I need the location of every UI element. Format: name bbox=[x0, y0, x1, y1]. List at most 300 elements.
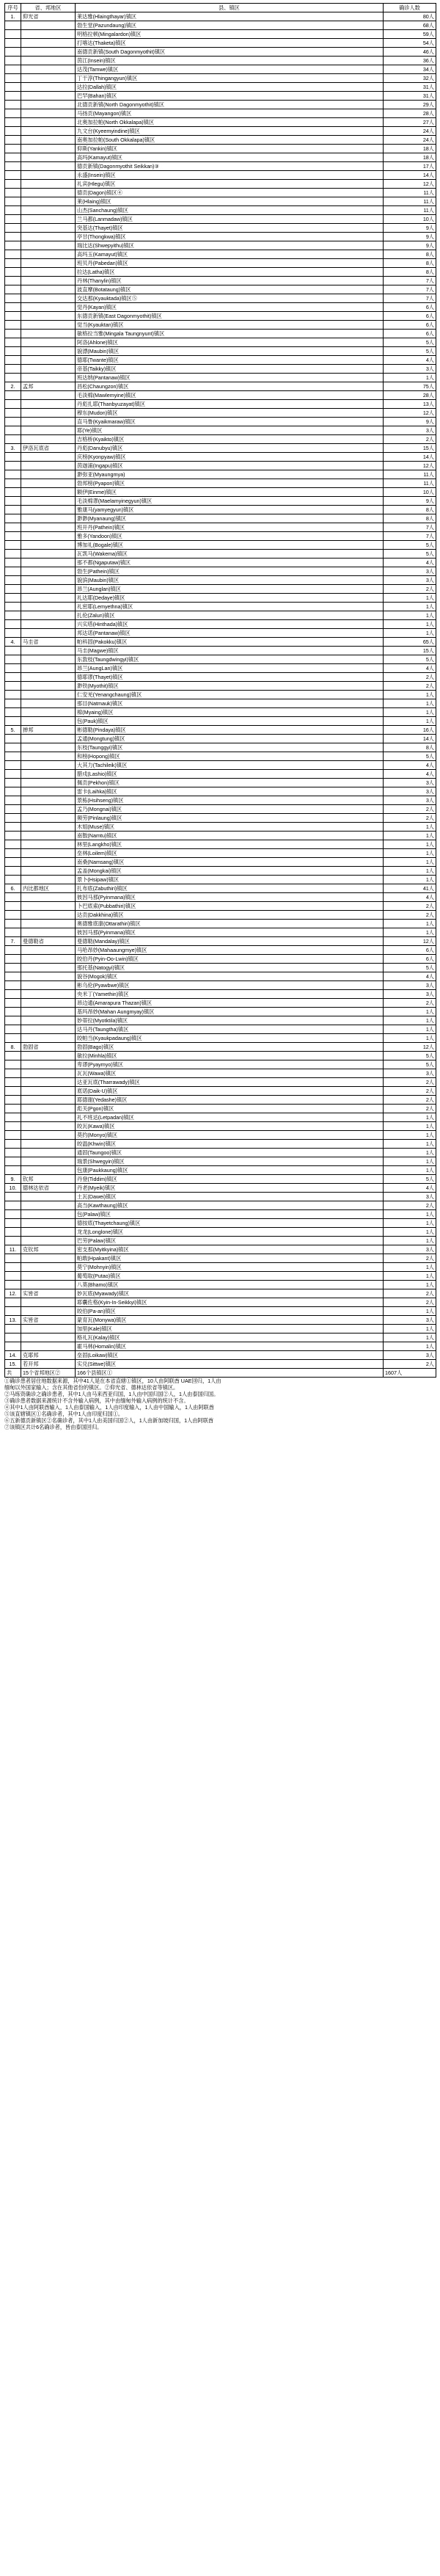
table-row bbox=[5, 981, 436, 990]
cell-township: 昂兰(AungLan)镇区 bbox=[76, 664, 384, 673]
cell-township: 皎伯(Pa-an)镇区 bbox=[76, 1307, 384, 1316]
cell-index: 12. bbox=[5, 1289, 21, 1298]
cell-count: 2人 bbox=[384, 1298, 436, 1307]
cell-state bbox=[21, 893, 76, 902]
cell-state bbox=[21, 972, 76, 981]
cell-state: 马圭省 bbox=[21, 638, 76, 647]
cell-index bbox=[5, 1307, 21, 1316]
cell-count: 3人 bbox=[384, 567, 436, 576]
cell-index bbox=[5, 594, 21, 603]
cell-township: 棉(Myaing)镇区 bbox=[76, 708, 384, 717]
table-row bbox=[5, 400, 436, 409]
cell-state bbox=[21, 849, 76, 858]
cell-state bbox=[21, 330, 76, 338]
cell-index bbox=[5, 347, 21, 356]
table-row bbox=[5, 814, 436, 823]
cell-state bbox=[21, 735, 76, 743]
cell-state bbox=[21, 876, 76, 884]
cell-count: 1人 bbox=[384, 1210, 436, 1219]
table-row bbox=[5, 1237, 436, 1245]
cell-count: 2人 bbox=[384, 805, 436, 814]
cell-count: 27人 bbox=[384, 118, 436, 127]
cell-state bbox=[21, 233, 76, 241]
table-row bbox=[5, 74, 436, 83]
table-row bbox=[5, 559, 436, 567]
cell-index bbox=[5, 470, 21, 479]
cell-index bbox=[5, 285, 21, 294]
cell-township: 东枝(Taunggyi)镇区 bbox=[76, 743, 384, 752]
cell-index bbox=[5, 435, 21, 444]
cell-township: 格礼瓦(Kalay)镇区 bbox=[76, 1334, 384, 1342]
cell-state bbox=[21, 594, 76, 603]
cell-township: 敏拉(Minhla)镇区 bbox=[76, 1052, 384, 1060]
cell-state bbox=[21, 787, 76, 796]
cell-township: 礼不班达(Letpadan)镇区 bbox=[76, 1113, 384, 1122]
cell-state bbox=[21, 682, 76, 691]
table-body bbox=[5, 4, 436, 1378]
cell-index bbox=[5, 30, 21, 39]
table-row bbox=[5, 902, 436, 911]
cell-township: 德耶谬(Thayet)镇区 bbox=[76, 673, 384, 682]
cell-township: 东德贡新镇(East Dagonmyothit)镇区 bbox=[76, 312, 384, 321]
cell-township: 马哈昂妙(Mahaaungmye)镇区 bbox=[76, 946, 384, 955]
cell-state bbox=[21, 277, 76, 285]
cell-state bbox=[21, 321, 76, 330]
table-row bbox=[5, 197, 436, 206]
cell-index bbox=[5, 1096, 21, 1105]
cell-index bbox=[5, 814, 21, 823]
table-row bbox=[5, 1052, 436, 1060]
cell-township: 达拉(Dallah)镇区 bbox=[76, 83, 384, 92]
cell-state bbox=[21, 197, 76, 206]
table-row bbox=[5, 347, 436, 356]
cell-state bbox=[21, 1219, 76, 1228]
cell-township: 皎伯丹(Pyin-Oo-Lwin)镇区 bbox=[76, 955, 384, 964]
cell-state bbox=[21, 796, 76, 805]
cell-index bbox=[5, 999, 21, 1008]
cell-count: 5人 bbox=[384, 655, 436, 664]
table-row bbox=[5, 250, 436, 259]
cell-count: 24人 bbox=[384, 136, 436, 145]
cell-township: 勃邦榜(Pyapon)镇区 bbox=[76, 479, 384, 488]
cell-township: 耶德谢(Yedashe)镇区 bbox=[76, 1096, 384, 1105]
cell-state bbox=[21, 1201, 76, 1210]
cell-index bbox=[5, 1210, 21, 1219]
table-row bbox=[5, 488, 436, 497]
cell-state: 伊洛瓦底省 bbox=[21, 444, 76, 453]
cell-township: 亭甘(Thongkwa)镇区 bbox=[76, 233, 384, 241]
cell-count: 41人 bbox=[384, 884, 436, 893]
cell-state bbox=[21, 805, 76, 814]
cell-state bbox=[21, 1008, 76, 1016]
cell-index bbox=[5, 849, 21, 858]
cell-township: 垒林(Loilem)镇区 bbox=[76, 849, 384, 858]
cell-township: 马扬贡(Mayangon)镇区 bbox=[76, 109, 384, 118]
table-row bbox=[5, 409, 436, 418]
cell-index bbox=[5, 779, 21, 787]
cell-state bbox=[21, 1254, 76, 1263]
cell-count: 7人 bbox=[384, 277, 436, 285]
cell-index bbox=[5, 735, 21, 743]
cell-index bbox=[5, 567, 21, 576]
cell-state bbox=[21, 312, 76, 321]
cell-index bbox=[5, 1272, 21, 1281]
cell-state bbox=[21, 1078, 76, 1087]
cell-township: 那目(Natmauk)镇区 bbox=[76, 699, 384, 708]
table-row bbox=[5, 1149, 436, 1157]
cell-state bbox=[21, 189, 76, 197]
table-row bbox=[5, 145, 436, 153]
cell-index bbox=[5, 250, 21, 259]
cell-township: 渺铁(Myothit)镇区 bbox=[76, 682, 384, 691]
cell-state bbox=[21, 303, 76, 312]
cell-count: 5人 bbox=[384, 541, 436, 550]
cell-index bbox=[5, 118, 21, 127]
cell-township: 觉丹(Kayan)镇区 bbox=[76, 303, 384, 312]
table-row bbox=[5, 462, 436, 470]
cell-index bbox=[5, 787, 21, 796]
cell-total-township: 166个县镇区① bbox=[76, 1369, 384, 1378]
cell-index bbox=[5, 418, 21, 426]
cell-index bbox=[5, 840, 21, 849]
table-row bbox=[5, 268, 436, 277]
cell-state bbox=[21, 356, 76, 365]
cell-index bbox=[5, 1281, 21, 1289]
cell-count: 8人 bbox=[384, 506, 436, 514]
cell-count: 1人 bbox=[384, 1219, 436, 1228]
cell-township: 礼宾(Hlegu)镇区 bbox=[76, 180, 384, 189]
cell-count: 11人 bbox=[384, 206, 436, 215]
cell-township: 彬德勒(Pindaya)镇区 bbox=[76, 726, 384, 735]
cell-count: 1人 bbox=[384, 1016, 436, 1025]
cell-count: 12人 bbox=[384, 462, 436, 470]
cell-count: 2人 bbox=[384, 435, 436, 444]
cell-township: 耶(Ye)镇区 bbox=[76, 426, 384, 435]
table-row bbox=[5, 858, 436, 867]
cell-count: 80人 bbox=[384, 12, 436, 21]
table-row bbox=[5, 136, 436, 145]
cell-township: 南奥加拉帕(South Okkalapa)镇区 bbox=[76, 136, 384, 145]
cell-township: 达亚瓦底(Tharrawady)镇区 bbox=[76, 1078, 384, 1087]
table-row bbox=[5, 770, 436, 779]
cell-count: 36人 bbox=[384, 57, 436, 65]
cell-state bbox=[21, 664, 76, 673]
cell-state bbox=[21, 867, 76, 876]
cell-state bbox=[21, 109, 76, 118]
cell-state bbox=[21, 1272, 76, 1281]
cell-count: 29人 bbox=[384, 101, 436, 109]
cell-township: 永盛(Insein)镇区 bbox=[76, 171, 384, 180]
cell-index: 15. bbox=[5, 1360, 21, 1369]
table-row bbox=[5, 294, 436, 303]
cell-index bbox=[5, 400, 21, 409]
cell-index bbox=[5, 1131, 21, 1140]
table-row bbox=[5, 57, 436, 65]
cell-count: 3人 bbox=[384, 1069, 436, 1078]
cell-index bbox=[5, 259, 21, 268]
cell-count: 10人 bbox=[384, 215, 436, 224]
cell-township: 曼德勒(Mandalay)镇区 bbox=[76, 937, 384, 946]
cell-index bbox=[5, 1334, 21, 1342]
cell-count: 2人 bbox=[384, 585, 436, 594]
covid-case-table bbox=[4, 3, 436, 1378]
cell-state bbox=[21, 779, 76, 787]
table-row bbox=[5, 823, 436, 832]
table-row bbox=[5, 21, 436, 30]
cell-index bbox=[5, 585, 21, 594]
cell-state: 克耶邦 bbox=[21, 1351, 76, 1360]
cell-count: 3人 bbox=[384, 576, 436, 585]
cell-index bbox=[5, 374, 21, 382]
cell-township: 木姐(Muse)镇区 bbox=[76, 823, 384, 832]
cell-state bbox=[21, 840, 76, 849]
cell-count: 4人 bbox=[384, 972, 436, 981]
cell-state bbox=[21, 409, 76, 418]
cell-count: 4人 bbox=[384, 664, 436, 673]
cell-township: 勃生堂(Pazundaung)镇区 bbox=[76, 21, 384, 30]
cell-index bbox=[5, 21, 21, 30]
cell-state bbox=[21, 1016, 76, 1025]
cell-index bbox=[5, 1008, 21, 1016]
cell-township: 南桑(Namsang)镇区 bbox=[76, 858, 384, 867]
cell-township: 班贝丹(Pabedan)镇区 bbox=[76, 259, 384, 268]
cell-count: 1人 bbox=[384, 1131, 436, 1140]
cell-township: 丁干淳(Thingangyun)镇区 bbox=[76, 74, 384, 83]
cell-township: 瓦瓦(Wawa)镇区 bbox=[76, 1069, 384, 1078]
table-row bbox=[5, 215, 436, 224]
table-row bbox=[5, 550, 436, 559]
cell-township: 达茂(Tamwe)镇区 bbox=[76, 65, 384, 74]
table-row bbox=[5, 1281, 436, 1289]
cell-count: 1人 bbox=[384, 823, 436, 832]
cell-count: 13人 bbox=[384, 400, 436, 409]
cell-township: 葡萄取(Putao)镇区 bbox=[76, 1272, 384, 1281]
cell-count: 3人 bbox=[384, 1193, 436, 1201]
table-row bbox=[5, 849, 436, 858]
table-row bbox=[5, 1193, 436, 1201]
table-row bbox=[5, 1263, 436, 1272]
cell-count: 1人 bbox=[384, 1149, 436, 1157]
table-row bbox=[5, 946, 436, 955]
cell-township: 班开丹(Pathein)镇区 bbox=[76, 523, 384, 532]
cell-index bbox=[5, 189, 21, 197]
footnote-line: ③确诊患者数据来源统计不含外输入病例，其中由缅甸外输入病例的统计不含。 bbox=[4, 1397, 189, 1404]
table-row bbox=[5, 541, 436, 550]
cell-state bbox=[21, 30, 76, 39]
table-row bbox=[5, 514, 436, 523]
table-row bbox=[5, 1175, 436, 1184]
cell-index bbox=[5, 655, 21, 664]
cell-state bbox=[21, 259, 76, 268]
cell-index bbox=[5, 1193, 21, 1201]
cell-count: 7人 bbox=[384, 532, 436, 541]
cell-index bbox=[5, 83, 21, 92]
cell-count: 3人 bbox=[384, 796, 436, 805]
cell-state bbox=[21, 391, 76, 400]
cell-township: 吉格桥(Kyaikto)镇区 bbox=[76, 435, 384, 444]
cell-state bbox=[21, 832, 76, 840]
cell-count: 3人 bbox=[384, 990, 436, 999]
cell-township: 礼密耶(Lemyethna)镇区 bbox=[76, 603, 384, 611]
cell-count: 8人 bbox=[384, 743, 436, 752]
cell-count: 1人 bbox=[384, 849, 436, 858]
cell-state bbox=[21, 1149, 76, 1157]
cell-state bbox=[21, 611, 76, 620]
cell-count: 18人 bbox=[384, 153, 436, 162]
cell-township: 实兑(Sittwe)镇区 bbox=[76, 1360, 384, 1369]
table-row bbox=[5, 101, 436, 109]
cell-count: 5人 bbox=[384, 752, 436, 761]
cell-index bbox=[5, 532, 21, 541]
cell-index bbox=[5, 673, 21, 682]
cell-count: 1人 bbox=[384, 1272, 436, 1281]
cell-state bbox=[21, 506, 76, 514]
table-row bbox=[5, 1298, 436, 1307]
table-row bbox=[5, 638, 436, 647]
cell-count: 59人 bbox=[384, 30, 436, 39]
cell-index bbox=[5, 488, 21, 497]
cell-township: 大其力(Tachileik)镇区 bbox=[76, 761, 384, 770]
cell-count: 1人 bbox=[384, 1008, 436, 1016]
cell-township: 庆榜(Kyonpyaw)镇区 bbox=[76, 453, 384, 462]
table-row bbox=[5, 1034, 436, 1043]
cell-index bbox=[5, 893, 21, 902]
cell-state bbox=[21, 1131, 76, 1140]
cell-index bbox=[5, 620, 21, 629]
cell-index bbox=[5, 1166, 21, 1175]
cell-township: 邦达诺(Pantanaw)镇区 bbox=[76, 629, 384, 638]
cell-state bbox=[21, 1281, 76, 1289]
cell-township: 妙蒂拉(Myotktila)镇区 bbox=[76, 1016, 384, 1025]
cell-township: 交达那(Kyauktada)镇区⑤ bbox=[76, 294, 384, 303]
cell-index bbox=[5, 1228, 21, 1237]
cell-township: 卑谬(Pyaymyo)镇区 bbox=[76, 1060, 384, 1069]
cell-index bbox=[5, 946, 21, 955]
cell-township: 妙瓦底(Myawady)镇区 bbox=[76, 1289, 384, 1298]
table-total-row bbox=[5, 1369, 436, 1378]
cell-township: 勃生(Pathein)镇区 bbox=[76, 567, 384, 576]
cell-index bbox=[5, 761, 21, 770]
cell-township: 包(Palaw)镇区 bbox=[76, 1210, 384, 1219]
cell-township: 莫约(Monyo)镇区 bbox=[76, 1131, 384, 1140]
cell-index bbox=[5, 127, 21, 136]
table-row bbox=[5, 647, 436, 655]
cell-state bbox=[21, 567, 76, 576]
cell-count: 5人 bbox=[384, 964, 436, 972]
table-row bbox=[5, 594, 436, 603]
cell-count: 11人 bbox=[384, 197, 436, 206]
cell-township: 山杰(Sanchaung)镇区 bbox=[76, 206, 384, 215]
cell-state bbox=[21, 1034, 76, 1043]
cell-state bbox=[21, 770, 76, 779]
cell-township: 帕科固(Pakokku)镇区 bbox=[76, 638, 384, 647]
cell-index bbox=[5, 215, 21, 224]
cell-index: 4. bbox=[5, 638, 21, 647]
cell-state bbox=[21, 48, 76, 57]
cell-count: 46人 bbox=[384, 48, 436, 57]
cell-state bbox=[21, 1342, 76, 1351]
cell-index bbox=[5, 224, 21, 233]
cell-count: 14人 bbox=[384, 171, 436, 180]
cell-township: 昂边通(Amarapura Thazan)镇区 bbox=[76, 999, 384, 1008]
cell-count: 24人 bbox=[384, 127, 436, 136]
table-row bbox=[5, 893, 436, 902]
table-row bbox=[5, 787, 436, 796]
cell-index bbox=[5, 691, 21, 699]
cell-count: 4人 bbox=[384, 761, 436, 770]
cell-count: 1人 bbox=[384, 1263, 436, 1272]
cell-count: 1人 bbox=[384, 1157, 436, 1166]
cell-count: 2人 bbox=[384, 1105, 436, 1113]
table-row bbox=[5, 224, 436, 233]
cell-index bbox=[5, 1140, 21, 1149]
cell-count: 9人 bbox=[384, 224, 436, 233]
cell-count: 75人 bbox=[384, 382, 436, 391]
table-row bbox=[5, 611, 436, 620]
cell-count: 2人 bbox=[384, 1201, 436, 1210]
cell-township: 丹彪(Danubyu)镇区 bbox=[76, 444, 384, 453]
cell-township: 八莫(Bhamo)镇区 bbox=[76, 1281, 384, 1289]
cell-state bbox=[21, 1193, 76, 1201]
cell-index bbox=[5, 867, 21, 876]
cell-township: 景卜(Hsipaw)镇区 bbox=[76, 876, 384, 884]
cell-state bbox=[21, 647, 76, 655]
cell-state bbox=[21, 1096, 76, 1105]
table-row bbox=[5, 1245, 436, 1254]
table-row bbox=[5, 1254, 436, 1263]
cell-township: 德贡(Dagon)镇区④ bbox=[76, 189, 384, 197]
table-row bbox=[5, 1113, 436, 1122]
cell-index bbox=[5, 559, 21, 567]
cell-index bbox=[5, 964, 21, 972]
cell-index bbox=[5, 268, 21, 277]
cell-count: 9人 bbox=[384, 241, 436, 250]
cell-township: 昌松(Chaungzon)镇区 bbox=[76, 382, 384, 391]
cell-township: 莫宁(Mohnyin)镇区 bbox=[76, 1263, 384, 1272]
cell-township: 渺弥亚(Myaungmya) bbox=[76, 470, 384, 479]
table-row bbox=[5, 832, 436, 840]
cell-township: 瑞景(Shwegyin)镇区 bbox=[76, 1157, 384, 1166]
cell-count: 18人 bbox=[384, 145, 436, 153]
cell-state bbox=[21, 101, 76, 109]
cell-count: 2人 bbox=[384, 1096, 436, 1105]
cell-index bbox=[5, 479, 21, 488]
cell-township: 德贡新镇(Dagonmyothit Seikkan)③ bbox=[76, 162, 384, 171]
cell-index bbox=[5, 972, 21, 981]
table-row bbox=[5, 1360, 436, 1369]
cell-count: 2人 bbox=[384, 911, 436, 920]
table-row bbox=[5, 1201, 436, 1210]
cell-index bbox=[5, 136, 21, 145]
cell-township: 佩贡(Pekhon)镇区 bbox=[76, 779, 384, 787]
cell-state bbox=[21, 488, 76, 497]
table-row bbox=[5, 999, 436, 1008]
cell-index bbox=[5, 171, 21, 180]
footnote-line: 缅甸以外国家输入；含在其他省份的镇区。②仰光省、德林达依省等镇区。 bbox=[4, 1384, 179, 1391]
cell-state bbox=[21, 691, 76, 699]
cell-count: 9人 bbox=[384, 497, 436, 506]
cell-index bbox=[5, 109, 21, 118]
cell-state bbox=[21, 127, 76, 136]
cell-township: 皎温(Khwin)镇区 bbox=[76, 1140, 384, 1149]
cell-count: 9人 bbox=[384, 418, 436, 426]
cell-count: 7人 bbox=[384, 523, 436, 532]
cell-count: 2人 bbox=[384, 1078, 436, 1087]
table-row bbox=[5, 796, 436, 805]
table-row bbox=[5, 1087, 436, 1096]
cell-count: 2人 bbox=[384, 673, 436, 682]
cell-township: 礼达耶(Dedaye)镇区 bbox=[76, 594, 384, 603]
